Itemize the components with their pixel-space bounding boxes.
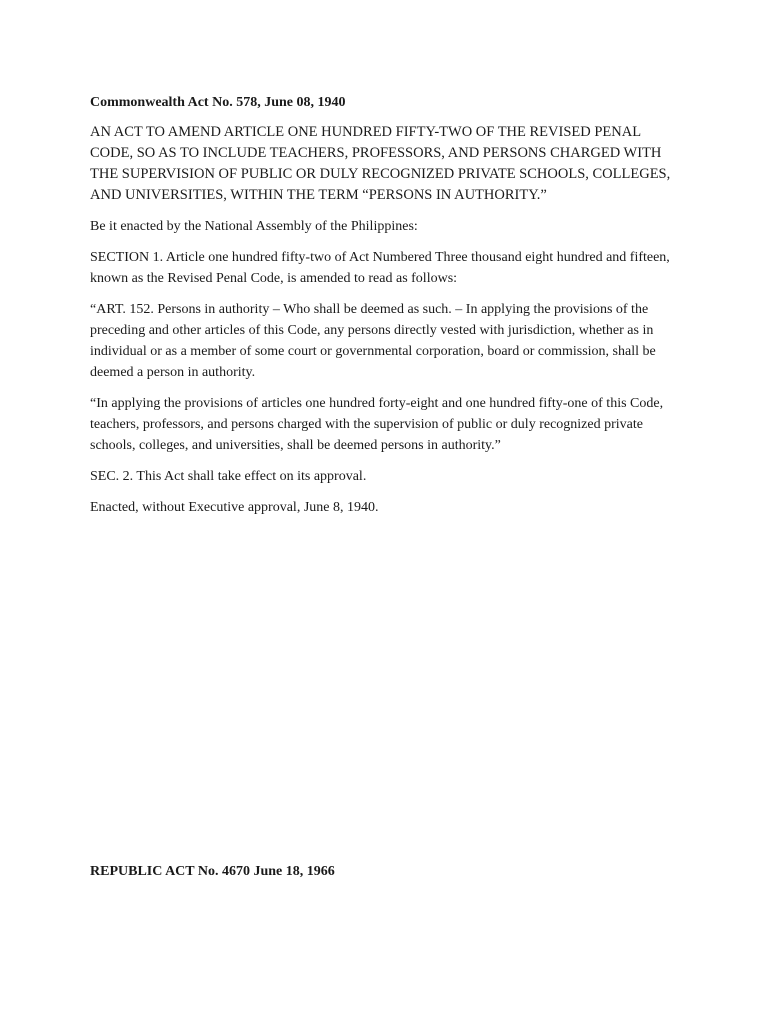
act-title: AN ACT TO AMEND ARTICLE ONE HUNDRED FIFTY-TWO OF THE REVISED PENAL CODE, SO AS TO INCLUDE TEACHERS, PROFESSORS, AND PERSONS CHARGED WITH THE SUPERVISION OF PUBLIC OR DULY RECOGNIZED PRIVATE SCHOOLS, COLLEGES, AND UNIVERSITIES, WITHIN THE TERM “PERSONS IN AUTHORITY.” (90, 124, 671, 203)
section-1: SECTION 1. Article one hundred fifty-two of Act Numbered Three thousand eight hundred and fifteen, known as the Revised Penal Code, is amended to read as follows: (90, 250, 670, 286)
article-152-paragraph-2: “In applying the provisions of articles one hundred forty-eight and one hundred fifty-one of this Code, teachers, professors, and persons charged with the supervision of public or duly recognized private schools, colleges, and universities, shall be deemed persons in authority.” (90, 396, 664, 453)
article-152: “ART. 152. Persons in authority – Who shall be deemed as such. – In applying the provisions of the preceding and other articles of this Code, any persons directly vested with jurisdiction, whether as in individual or as a member of some court or governmental corporation, board or commission, shall be deemed a person in authority. (90, 302, 656, 380)
act-heading: Commonwealth Act No. 578, June 08, 1940 (90, 95, 346, 110)
enacting-clause: Be it enacted by the National Assembly of the Philippines: (90, 219, 418, 234)
enactment-note: Enacted, without Executive approval, June 8, 1940. (90, 500, 379, 515)
next-act-heading: REPUBLIC ACT No. 4670 June 18, 1966 (90, 864, 335, 879)
document-body (90, 93, 680, 528)
section-2: SEC. 2. This Act shall take effect on its approval. (90, 469, 367, 484)
